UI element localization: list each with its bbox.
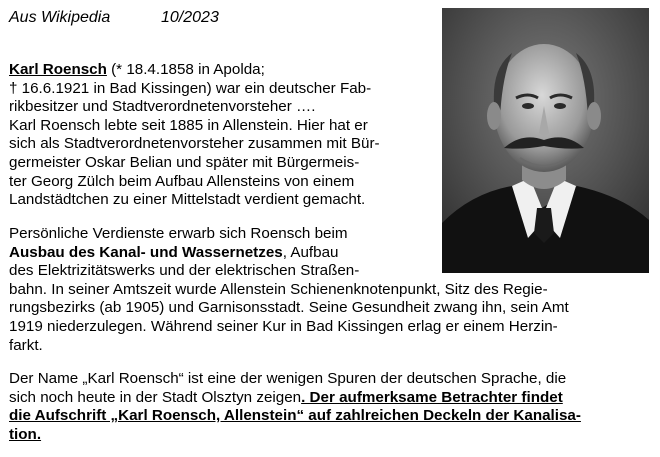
header xyxy=(9,9,219,27)
date-label: 10/2023 xyxy=(161,9,219,26)
paragraph-2-line-2 xyxy=(9,244,569,263)
highlight-inscription: die Aufschrift „Karl Roensch, Allenstein“ auf zahlreichen Deckeln der Kanalisa- xyxy=(9,407,581,425)
text-line: Karl Roensch lebte seit 1885 in Allenstein. Hier hat er xyxy=(9,116,368,134)
text-line: Der Name „Karl Roensch“ ist eine der wenigen Spuren der deutschen Sprache, die xyxy=(9,370,567,387)
text-line: rungsbezirks (ab 1905) und Garnisonsstadt. Seine Gesundheit zwang ihn, sein Amt xyxy=(9,299,569,317)
paragraph-1-line-1 xyxy=(9,61,380,80)
biography-paragraph-3 xyxy=(9,370,581,444)
biography-paragraph-1 xyxy=(9,61,380,210)
birth-info: (* 18.4.1858 in Apolda; xyxy=(106,61,265,78)
person-name: Karl Roensch xyxy=(9,61,107,78)
text-line: germeister Oskar Belian und später mit Bürgermeis- xyxy=(9,153,360,171)
text-line: ter Georg Zülch beim Aufbau Allensteins von einem xyxy=(9,172,355,190)
text-line: bahn. In seiner Amtszeit wurde Allenstein Schienenknotenpunkt, Sitz des Regie- xyxy=(9,280,548,298)
text-line: farkt. xyxy=(9,336,43,354)
highlight-observer: . Der aufmerksame Betrachter findet xyxy=(301,388,563,406)
text-fragment: sich noch heute in der Stadt Olsztyn zeigen xyxy=(9,388,302,406)
highlight-inscription-end: tion. xyxy=(9,425,42,443)
source-label: Aus Wikipedia xyxy=(9,9,111,26)
text-line: Persönliche Verdienste erwarb sich Roensch beim xyxy=(9,225,348,242)
highlight-canal-water: Ausbau des Kanal- und Wassernetzes xyxy=(9,243,283,261)
text-line: † 16.6.1921 in Bad Kissingen) war ein deutscher Fab- xyxy=(9,79,372,97)
text-line: Landstädtchen zu einer Mittelstadt verdient gemacht. xyxy=(9,191,366,209)
text-line: 1919 niederzulegen. Während seiner Kur in Bad Kissingen erlag er einem Herzin- xyxy=(9,317,558,335)
biography-paragraph-2 xyxy=(9,225,569,355)
paragraph-3-line-2 xyxy=(9,389,581,408)
text-line: des Elektrizitätswerks und der elektrischen Straßen- xyxy=(9,262,360,280)
text-line: sich als Stadtverordnetenvorsteher zusammen mit Bür- xyxy=(9,135,380,153)
text-line: rikbesitzer und Stadtverordnetenvorsteher …. xyxy=(9,98,316,116)
text-fragment: , Aufbau xyxy=(282,243,339,261)
